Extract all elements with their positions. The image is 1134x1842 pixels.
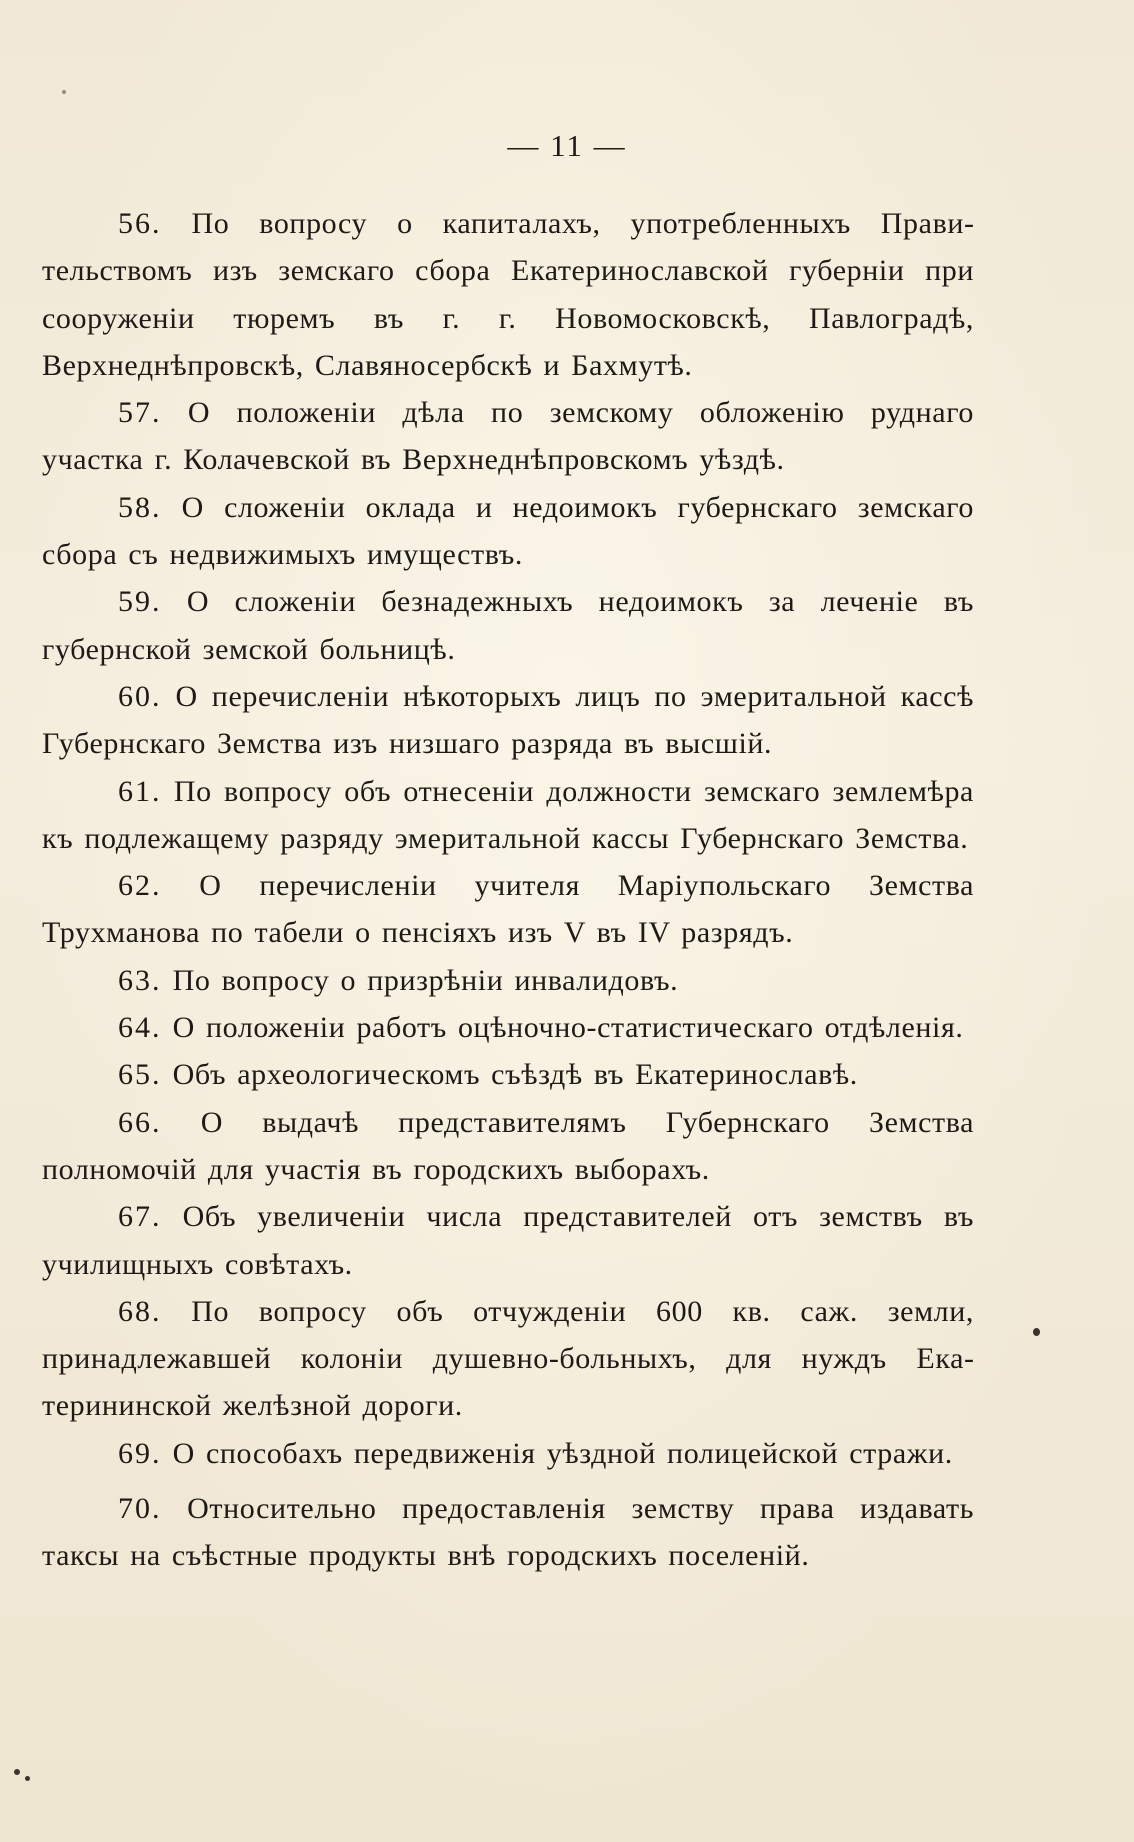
item-number: 67. [118,1200,162,1234]
agenda-item [42,768,974,863]
agenda-list [42,200,974,1580]
item-number: 56. [118,207,162,240]
item-number: 62. [118,869,162,903]
item-number: 65. [118,1058,162,1092]
item-text: О сложеніи оклада и недоимокъ губернскаго земскаго сбора съ недвижимыхъ имуществъ. [42,490,974,572]
item-text: По вопросу объ отчужденіи 600 кв. саж. земли, принадлежавшей колоніи душевно-больныхъ, для нуждъ Екатерининской желѣзной дороги. [42,1294,974,1423]
item-text: О сложеніи безнадежныхъ недоимокъ за леченіе въ губернской земской больницѣ. [42,585,974,666]
item-text: По вопросу объ отнесеніи должности земскаго землемѣра къ подлежащему разряду эмеритальной кассы Губернскаго Земства. [42,774,974,855]
item-text: О положеніи работъ оцѣночно-статистическаго отдѣленія. [172,1011,964,1045]
item-number: 60. [118,679,162,713]
item-text: О способахъ передвиженія уѣздной полицейской стражи. [172,1436,953,1470]
agenda-item [42,578,974,673]
item-number: 66. [118,1105,162,1139]
item-text: Объ археологическомъ съѣздѣ въ Екатеринославѣ. [172,1058,858,1092]
paper-speck [1033,1328,1040,1336]
item-number: 61. [118,774,162,808]
item-text: О перечисленіи учителя Маріупольскаго Земства Трухманова по табели о пенсіяхъ изъ V въ IV разрядъ. [42,869,974,950]
agenda-item [42,1288,974,1430]
item-text: Объ увеличеніи числа представителей отъ земствъ въ училищныхъ совѣтахъ. [42,1200,974,1281]
item-number: 69. [118,1436,162,1470]
item-number: 58. [118,490,162,524]
item-text: По вопросу о капиталахъ, употребленныхъ Правительствомъ изъ земскаго сбора Екатеринославской губерніи при сооруженіи тюремъ въ г. г. Новомосковскѣ, Павлоградѣ, Верхнеднѣпровскѣ, Славяносербскѣ и Бахмутѣ. [42,207,974,382]
agenda-item [42,862,974,957]
item-text: О положеніи дѣла по земскому обложенію руднаго участка г. Колачевской въ Верхнеднѣпровскомъ уѣздѣ. [42,396,974,477]
item-number: 70. [118,1492,162,1526]
agenda-item [42,484,974,579]
agenda-item [42,673,974,768]
agenda-item [42,1430,974,1477]
item-number: 63. [118,963,162,997]
agenda-item [42,1193,974,1288]
item-text: Относительно предоставленія земству права издавать таксы на съѣстные продукты внѣ городскихъ поселеній. [42,1492,974,1573]
paper-speck [25,1776,30,1781]
agenda-item [42,389,974,484]
agenda-item [42,1004,974,1051]
item-number: 59. [118,585,162,619]
agenda-item [42,1099,974,1194]
agenda-item [42,957,974,1004]
paper-speck [14,1769,20,1775]
item-number: 68. [118,1294,162,1328]
item-number: 64. [118,1011,162,1045]
item-text: О перечисленіи нѣкоторыхъ лицъ по эмеритальной кассѣ Губернскаго Земства изъ низшаго разряда въ высшій. [42,679,974,761]
agenda-item [42,1485,974,1580]
item-number: 57. [118,396,162,430]
agenda-item [42,200,974,389]
page-number: — 11 — [507,128,627,163]
item-text: О выдачѣ представителямъ Губернскаго Земства полномочій для участія въ городскихъ выборахъ. [42,1105,974,1186]
item-text: По вопросу о призрѣніи инвалидовъ. [172,963,679,997]
agenda-item [42,1051,974,1098]
paper-speck [62,90,66,94]
